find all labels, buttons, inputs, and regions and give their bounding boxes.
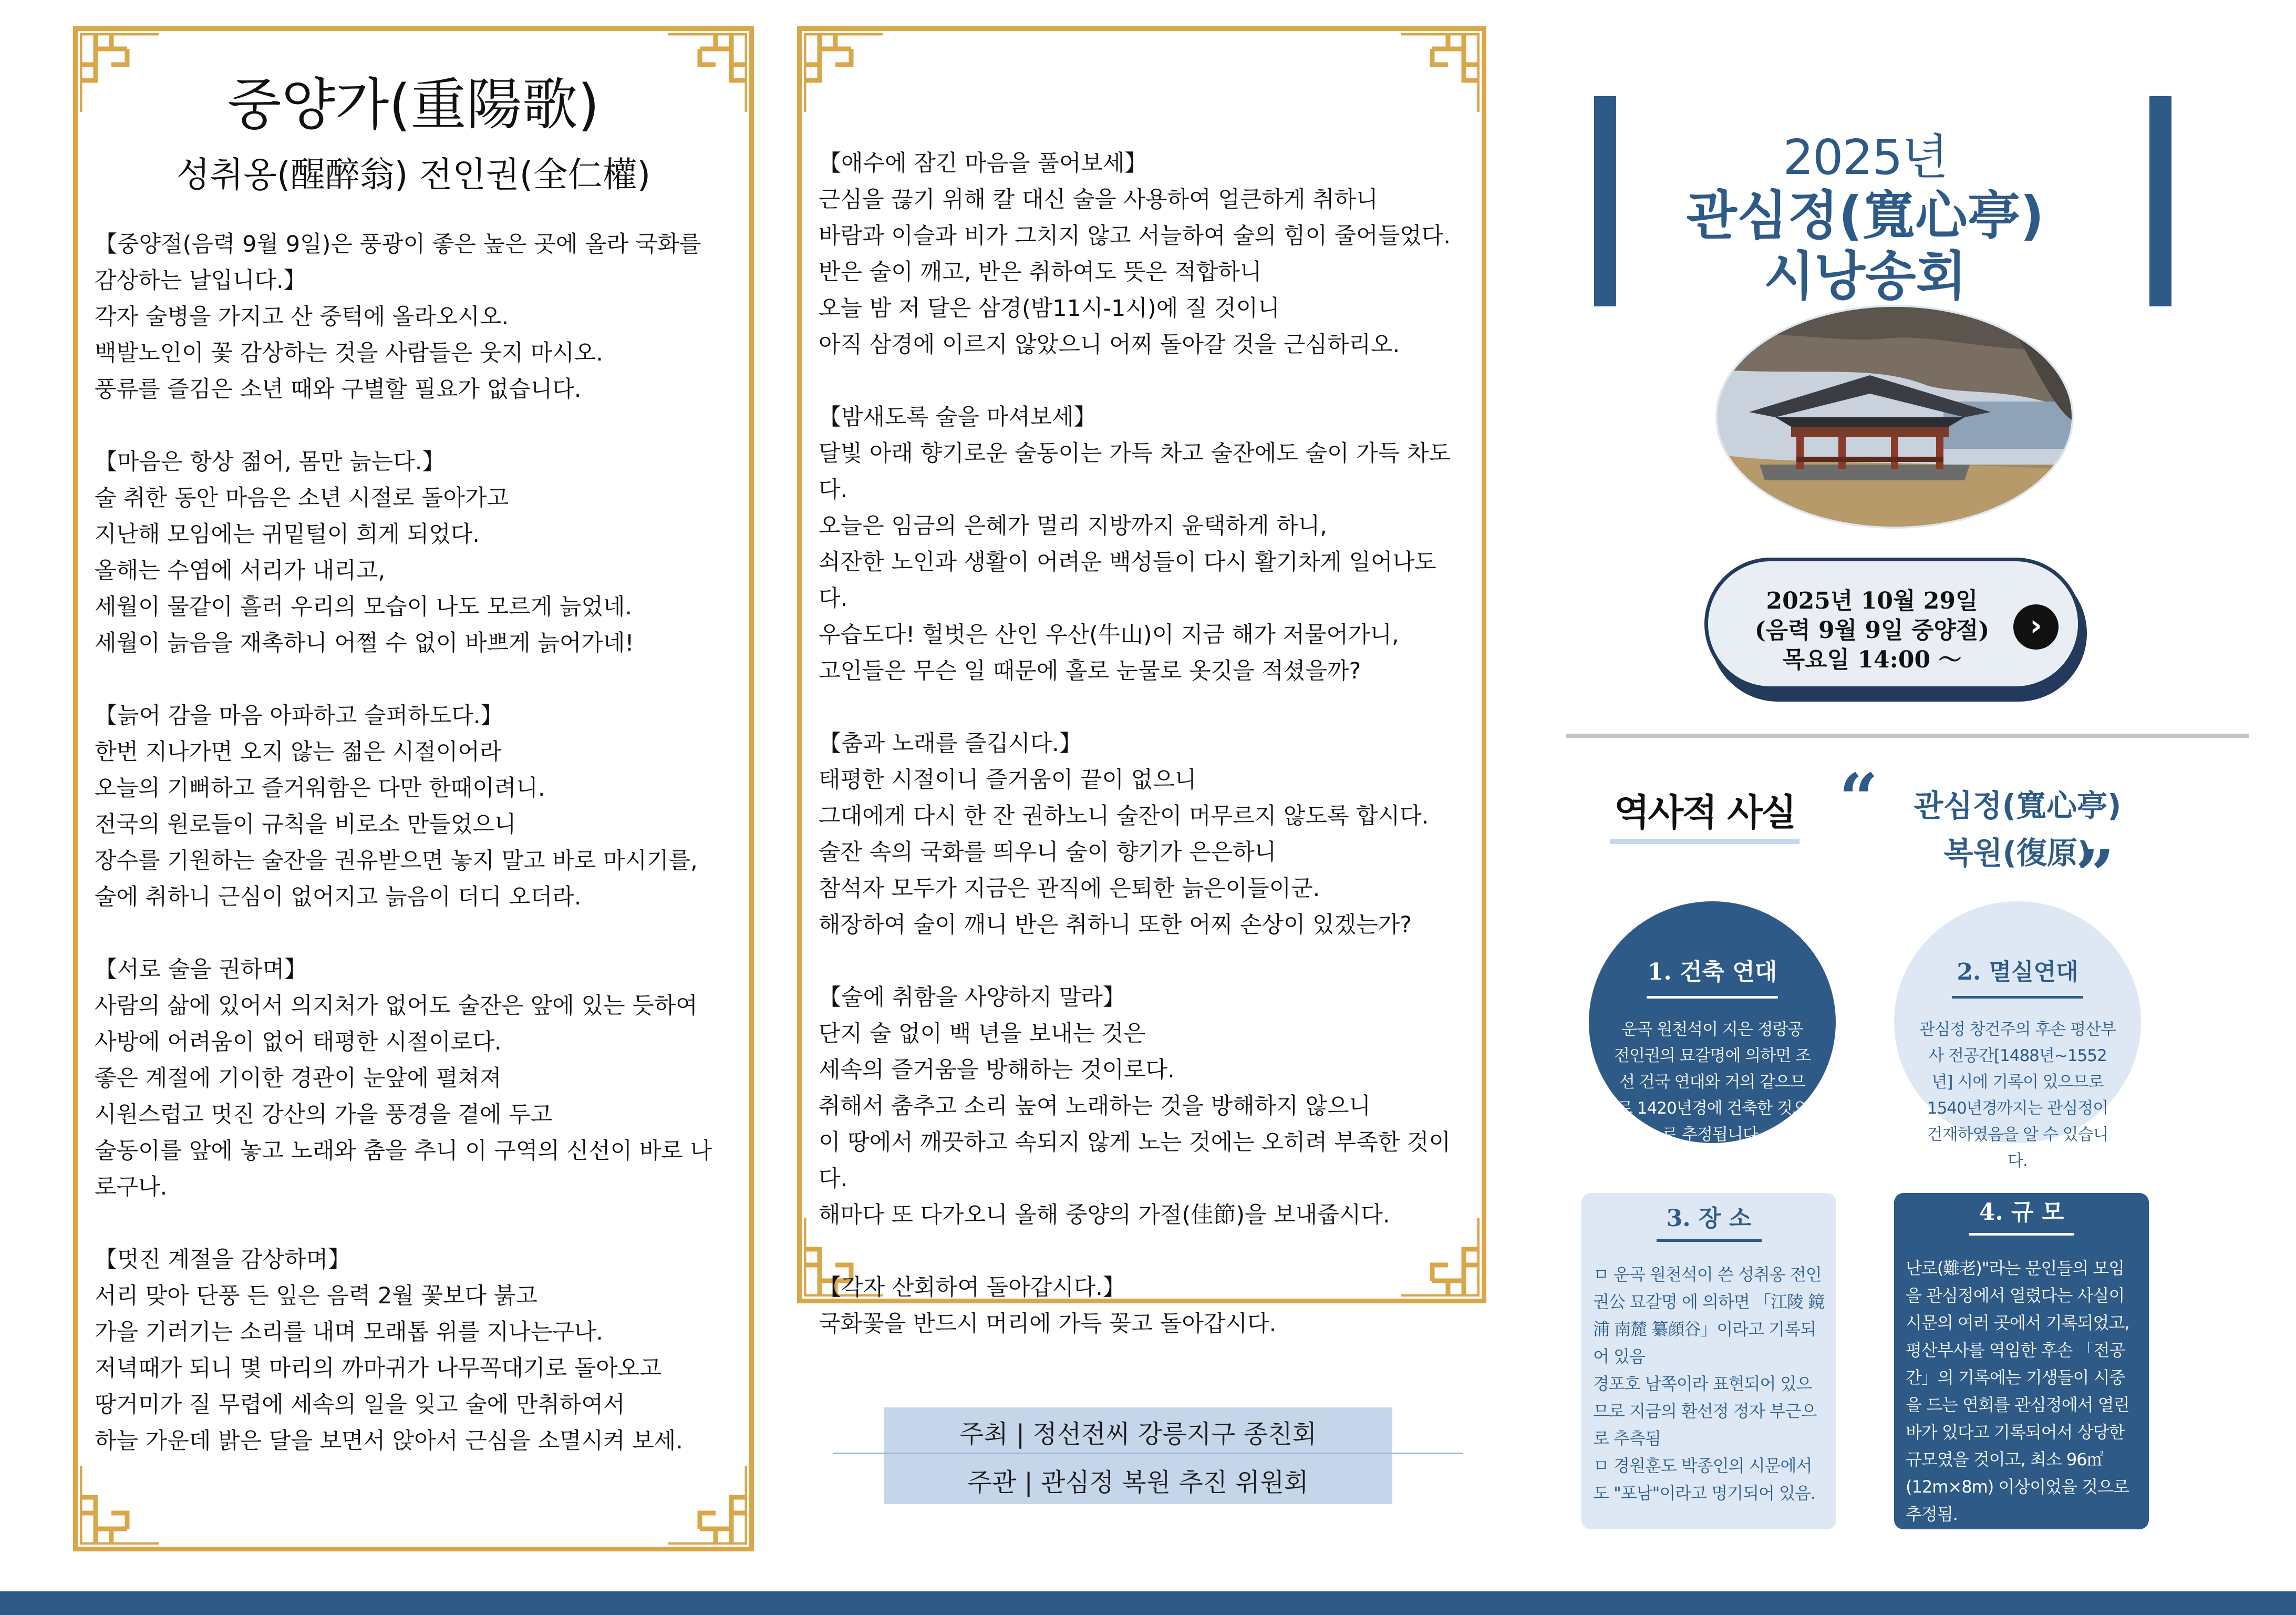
poem-author: 성취옹(醒醉翁) 전인권(全仁權) — [176, 155, 651, 195]
poem-panel-left — [73, 26, 754, 1551]
poem-text-column-1: 【중양절(음력 9월 9일)은 풍광이 좋은 높은 곳에 올라 국화를 감상하는 날입니다.】 각자 술병을 가지고 산 중턱에 올라오시오. 백발노인이 꽃 감상하는 것을 사람들은 웃지 마시오. 풍류를 즐김은 소년 때와 구별할 필요가 없습니다. 【마음은 항상 젊어, 몸만 늙는다.】 술 취한 동안 마음은 소년 시절로 돌아가고 지난해 모임에는 귀밑털이 희게 되었다. 올해는 수염에 서리가 내리고, 세월이 물같이 흘러 우리의 모습이 나도 모르게 늙었네. 세월이 늙음을 재촉하니 어쩔 수 없이 바쁘게 늙어가네! 【늙어 감을 마음 아파하고 슬퍼하도다.】 한번 지나가면 오지 않는 젊은 시절이어라 오늘의 기뻐하고 즐거워함은 다만 한때이려니. 전국의 원로들이 규칙을 비로소 만들었으니 장수를 기원하는 술잔을 권유받으면 놓지 말고 바로 마시기를, 술에 취하니 근심이 없어지고 늙음이 더디 오더라. 【서로 술을 권하며】 사람의 삶에 있어서 의지처가 없어도 술잔은 앞에 있는 듯하여 사방에 어려움이 없어 태평한 시절이로다. 좋은 계절에 기이한 경관이 눈앞에 펼쳐져 시원스럽고 멋진 강산의 가을 풍경을 곁에 두고 술동이를 앞에 놓고 노래와 춤을 추니 이 구역의 신선이 바로 나 로구나. 【멋진 계절을 감상하며】 서리 맞아 단풍 든 잎은 음력 2월 꽃보다 붉고 가을 기러기는 소리를 내며 모래톱 위를 지나는구나. 저녁때가 되니 몇 마리의 까마귀가 나무꼭대기로 돌아오고 땅거미가 질 무렵에 세속의 일을 잊고 술에 만취하여서 하늘 가운데 밝은 달을 보면서 앉아서 근심을 소멸시켜 보세. — [95, 231, 712, 1454]
event-title-line2: 시낭송회 — [1763, 245, 1967, 307]
history-item-title: 2. 멸실연대 — [1957, 959, 2078, 985]
corner-ornament — [80, 1466, 159, 1545]
pavilion-photo — [1715, 305, 2074, 529]
history-item-title: 1. 건축 연대 — [1647, 959, 1777, 985]
sponsor-divider — [833, 1453, 1463, 1454]
poem-text-column-2: 【애수에 잠긴 마음을 풀어보세】 근심을 끊기 위해 칼 대신 술을 사용하여 얼큰하게 취하니 바람과 이슬과 비가 그치지 않고 서늘하여 술의 힘이 줄어들었다. 반은 술이 깨고, 반은 취하여도 뜻은 적합하니 오늘 밤 저 달은 삼경(밤11시-1시)에 질 것이니 아직 삼경에 이르지 않았으니 어찌 돌아갈 것을 근심하리오. 【밤새도록 술을 마셔보세】 달빛 아래 향기로운 술동이는 가득 차고 술잔에도 술이 가득 차도다. 오늘은 임금의 은혜가 멀리 지방까지 윤택하게 하니, 쇠잔한 노인과 생활이 어려운 백성들이 다시 활기차게 일어나도다. 우습도다! 헐벗은 산인 우산(牛山)이 지금 해가 저물어가니, 고인들은 무슨 일 때문에 홀로 눈물로 옷깃을 적셨을까? 【춤과 노래를 즐깁시다.】 태평한 시절이니 즐거움이 끝이 없으니 그대에게 다시 한 잔 권하노니 술잔이 머무르지 않도록 합시다. 술잔 속의 국화를 띄우니 술이 향기가 은은하니 참석자 모두가 지금은 관직에 은퇴한 늙은이들이군. 해장하여 술이 깨니 반은 취하니 또한 어찌 손상이 있겠는가? 【술에 취함을 사양하지 말라】 단지 술 없이 백 년을 보내는 것은 세속의 즐거움을 방해하는 것이로다. 취해서 춤추고 소리 높여 노래하는 것을 방해하지 않으니 이 땅에서 깨끗하고 속되지 않게 노는 것에는 오히려 부족한 것이다. 해마다 또 다가오니 올해 중양의 가절(佳節)을 보내줍시다. 【각자 산회하여 돌아갑시다.】 국화꽃을 반드시 머리에 가득 꽂고 돌아갑시다. — [819, 150, 1451, 1337]
event-lunar-date: (음력 9월 9일 중양절) — [1754, 617, 1990, 644]
footer-bar — [0, 1591, 2296, 1615]
history-item-title: 4. 규 모 — [1979, 1199, 2064, 1226]
history-item-underline — [1969, 1233, 2074, 1236]
event-year: 2025년 — [1783, 129, 1948, 186]
managing-organizer: 주관 | 관심정 복원 추진 위원회 — [884, 1456, 1392, 1504]
history-item-underline — [1952, 996, 2083, 999]
corner-ornament — [1401, 33, 1480, 112]
poem-title: 중양가(重陽歌) — [227, 73, 599, 137]
history-item-body: 관심정 창건주의 후손 평산부사 전공간[1488년~1552년] 시에 기록이 있으므로 1540년경까지는 관심정이 건재하였음을 알 수 있습니다. — [1919, 1020, 2116, 1170]
history-title-line2: 복원(復原) — [1943, 835, 2092, 871]
section-divider — [1566, 734, 2249, 738]
history-item-body: 운곡 원천석이 지은 정랑공 전인권의 묘갈명에 의하면 조선 건국 연대와 거의 같으므로 1420년경에 건축한 것으로 추정됩니다. — [1614, 1020, 1811, 1144]
history-title-line1: 관심정(寬心亭) — [1914, 788, 2122, 824]
poem-panel-middle — [797, 26, 1486, 1337]
open-quote-icon: “ — [1839, 758, 1878, 839]
history-label-underline — [1610, 839, 1799, 844]
history-item-underline — [1647, 996, 1778, 999]
event-title-line1: 관심정(寬心亭) — [1686, 185, 2044, 246]
history-item-location — [1581, 1193, 1836, 1529]
history-item-scale — [1894, 1193, 2149, 1529]
chevron-right-icon: › — [2013, 604, 2059, 650]
corner-ornament — [804, 33, 883, 112]
history-item-body: 난로(難老)"라는 문인들의 모임을 관심정에서 열렸다는 사실이 시문의 여러 곳에서 기록되었고, 평산부사를 역임한 후손 「전공간」의 기록에는 기생들이 시중을 드는 연회를 관심정에서 열린 바가 있다고 기록되어서 상당한 규모였을 것이고, 최소 96㎡(12m×8m) 이상이었을 것으로 추정됨. — [1906, 1258, 2129, 1524]
corner-ornament — [668, 1466, 747, 1545]
history-item-body: ㅁ 운곡 원천석이 쓴 성취옹 전인권公 묘갈명 에 의하면 「江陵 鏡浦 南麓 纂顔谷」이라고 기록되어 있음 경포호 남쪽이라 표현되어 있으므로 지금의 환선정 정자 부근으로 추측됨 ㅁ 경원훈도 박종인의 시문에서도 "포남"이라고 명기되어 있음. — [1593, 1264, 1825, 1503]
close-quote-icon: ” — [2075, 835, 2115, 915]
history-item-loss — [1894, 901, 2141, 1170]
history-item-underline — [1657, 1239, 1762, 1242]
event-time: 목요일 14:00 ～ — [1782, 646, 1962, 673]
host-organizer: 주최 | 정선전씨 강릉지구 종친회 — [884, 1407, 1392, 1456]
history-section-label: 역사적 사실 — [1614, 791, 1795, 834]
event-date: 2025년 10월 29일 — [1766, 588, 1978, 614]
history-item-title: 3. 장 소 — [1666, 1205, 1752, 1232]
history-item-construction — [1589, 901, 1836, 1143]
